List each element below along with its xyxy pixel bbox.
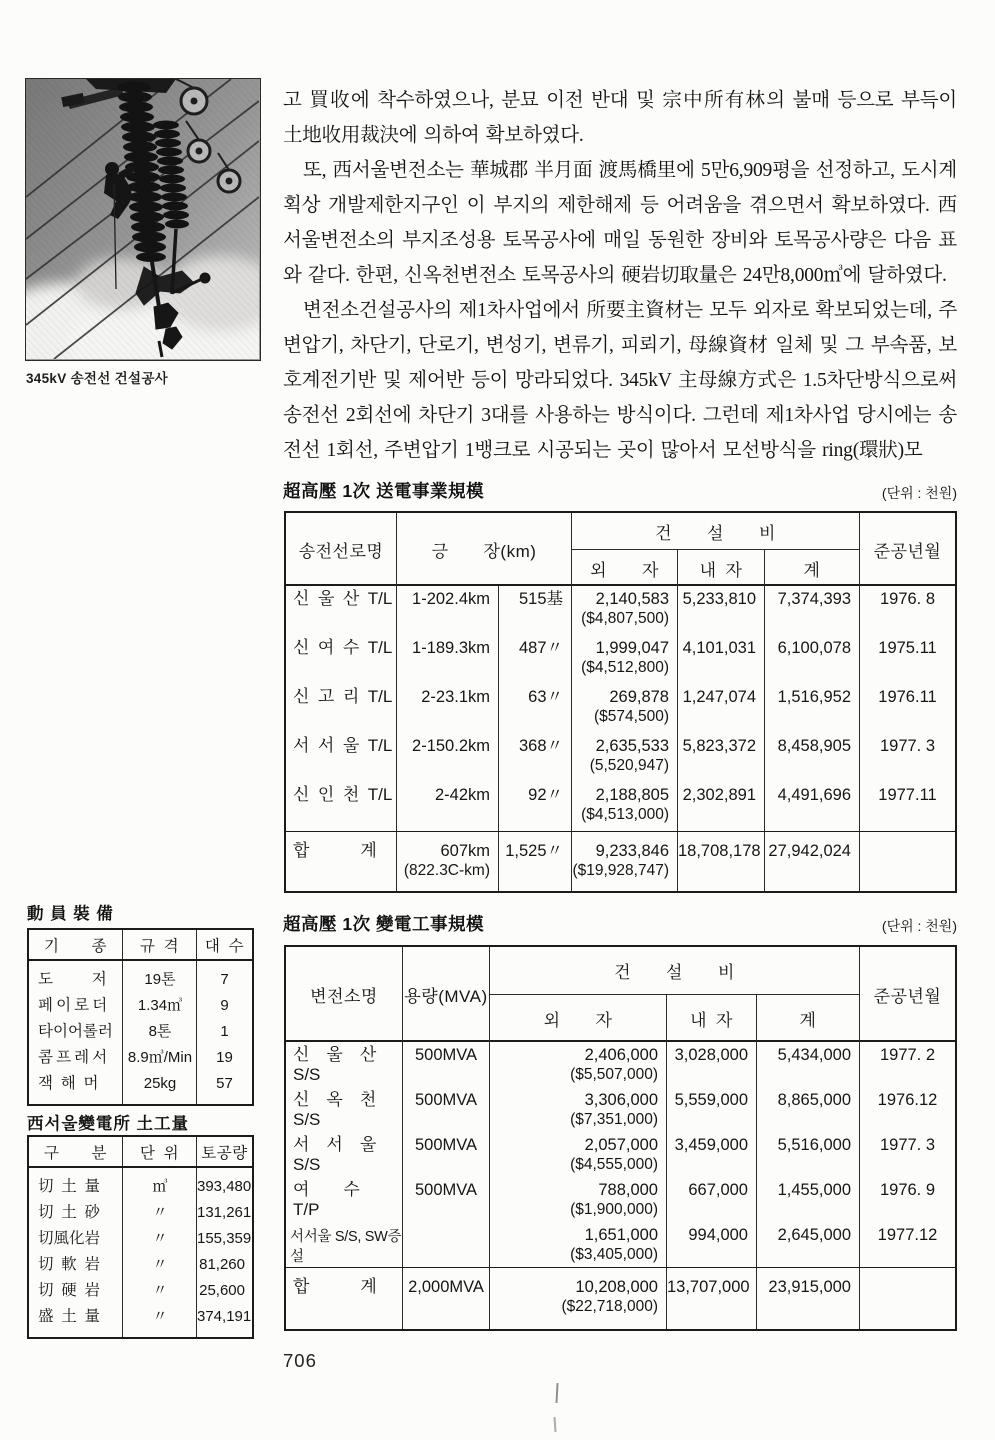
total-date-cell bbox=[860, 832, 955, 891]
count-cell: 57 bbox=[216, 1075, 233, 1092]
photo-caption: 345kV 송전선 건설공사 bbox=[26, 371, 169, 386]
tower-count-cell: 487〃 bbox=[499, 635, 572, 684]
photo-345kv-construction bbox=[25, 78, 261, 361]
completion-date-cell: 1975.11 bbox=[878, 639, 937, 657]
substation-project-table bbox=[284, 945, 957, 1331]
category-cell: 切 軟 岩 bbox=[38, 1256, 101, 1273]
table-total-row bbox=[286, 1267, 955, 1329]
tower-count-cell: 368〃 bbox=[499, 733, 572, 782]
header-line-name: 송전선로명 bbox=[286, 513, 397, 586]
table-row bbox=[29, 993, 252, 1019]
column-divider bbox=[196, 961, 197, 1104]
length-cell: 1-202.4km bbox=[397, 586, 499, 635]
header-equipment-type: 기 종 bbox=[29, 930, 123, 959]
completion-date-cell: 1976. 8 bbox=[879, 590, 936, 608]
header-foreign-capital: 외 자 bbox=[490, 995, 667, 1042]
length-cell: 2-42km bbox=[397, 782, 499, 831]
header-capacity: 용량(MVA) bbox=[403, 947, 490, 1042]
quantity-cell: 81,260 bbox=[199, 1256, 245, 1273]
table-row bbox=[29, 967, 252, 993]
capacity-cell: 500MVA bbox=[403, 1132, 490, 1177]
category-cell: 盛 土 量 bbox=[38, 1308, 101, 1325]
unit-cell: 〃 bbox=[152, 1204, 168, 1221]
tower-count-cell: 63〃 bbox=[499, 684, 572, 733]
length-cell: 1-189.3km bbox=[397, 635, 499, 684]
unit-cell: 〃 bbox=[152, 1256, 168, 1273]
completion-date-cell: 1976.11 bbox=[878, 688, 937, 706]
table-row bbox=[29, 1071, 252, 1097]
page-number: 706 bbox=[283, 1350, 317, 1371]
foreign-capital-cell: 3,306,000 ($7,351,000) bbox=[490, 1087, 667, 1132]
completion-date-cell: 1977.12 bbox=[877, 1226, 938, 1244]
header-quantity: 토공량 bbox=[201, 1144, 248, 1162]
completion-date-cell: 1977.11 bbox=[878, 786, 937, 804]
scan-artifact bbox=[553, 1417, 556, 1432]
header-sum: 계 bbox=[757, 995, 860, 1042]
count-cell: 9 bbox=[220, 997, 229, 1014]
station-name-cell: 서서울 S/S, SW증설 bbox=[286, 1222, 403, 1267]
table-row bbox=[29, 1304, 252, 1330]
transmission-table-heading bbox=[283, 478, 957, 503]
total-domestic-cell: 18,708,178 bbox=[678, 832, 765, 891]
foreign-capital-cell: 1,651,000 ($3,405,000) bbox=[490, 1222, 667, 1267]
equipment-type-cell: 도 저 bbox=[38, 971, 107, 988]
spec-cell: 8톤 bbox=[148, 1023, 172, 1040]
scan-artifact bbox=[555, 1383, 558, 1403]
foreign-capital-cell: 788,000 ($1,900,000) bbox=[490, 1177, 667, 1222]
station-name-cell: 신 울 산 S/S bbox=[286, 1042, 403, 1087]
transmission-table-title: 超高壓 1次 送電事業規模 bbox=[283, 481, 484, 501]
completion-date-cell: 1976. 9 bbox=[879, 1181, 936, 1199]
line-name-cell: 신 울 산 T/L bbox=[286, 586, 397, 635]
equipment-type-cell: 콤 프 레 서 bbox=[38, 1049, 108, 1066]
foreign-capital-cell: 2,188,805 ($4,513,000) bbox=[572, 782, 678, 831]
total-foreign-cell: 9,233,846 ($19,928,747) bbox=[572, 832, 678, 891]
domestic-capital-cell: 1,247,074 bbox=[678, 684, 765, 733]
header-count: 대 수 bbox=[204, 937, 245, 955]
total-sum-cell: 23,915,000 bbox=[757, 1268, 860, 1329]
column-divider bbox=[122, 1168, 123, 1337]
substation-table-unit-note: (단위 : 천원) bbox=[881, 918, 957, 934]
domestic-capital-cell: 5,233,810 bbox=[678, 586, 765, 635]
table-row bbox=[29, 1226, 252, 1252]
line-name-cell: 신 인 천 T/L bbox=[286, 782, 397, 831]
header-span-km: 긍 장(km) bbox=[397, 513, 572, 586]
table-row bbox=[29, 1174, 252, 1200]
completion-date-cell: 1977. 3 bbox=[879, 1136, 936, 1154]
category-cell: 切風化岩 bbox=[38, 1230, 101, 1247]
foreign-capital-cell: 2,057,000 ($4,555,000) bbox=[490, 1132, 667, 1177]
table-row bbox=[286, 733, 955, 782]
column-divider bbox=[196, 1168, 197, 1337]
column-divider bbox=[122, 961, 123, 1104]
quantity-cell: 131,261 bbox=[197, 1204, 252, 1221]
category-cell: 切 硬 岩 bbox=[38, 1282, 101, 1299]
total-label-cell: 합 계 bbox=[286, 832, 397, 891]
category-cell: 切 土 量 bbox=[38, 1178, 101, 1195]
equipment-table-heading: 動 員 裝 備 bbox=[27, 905, 114, 923]
foreign-capital-cell: 269,878 ($574,500) bbox=[572, 684, 678, 733]
transmission-line-photo bbox=[26, 79, 259, 359]
table-header bbox=[29, 930, 252, 961]
count-cell: 1 bbox=[220, 1023, 229, 1040]
foreign-capital-cell: 1,999,047 ($4,512,800) bbox=[572, 635, 678, 684]
header-completion-date: 준공년월 bbox=[873, 542, 942, 561]
capacity-cell: 500MVA bbox=[403, 1042, 490, 1087]
table-total-row bbox=[286, 831, 955, 891]
header-completion-date: 준공년월 bbox=[873, 987, 942, 1006]
table-row bbox=[29, 1278, 252, 1304]
domestic-capital-cell: 667,000 bbox=[667, 1177, 757, 1222]
foreign-capital-cell: 2,635,533 (5,520,947) bbox=[572, 733, 678, 782]
header-domestic-capital: 내 자 bbox=[678, 550, 765, 586]
mobilized-equipment-table bbox=[27, 928, 254, 1106]
table-row bbox=[286, 1132, 955, 1177]
header-unit: 단 위 bbox=[123, 1137, 197, 1166]
spec-cell: 25kg bbox=[143, 1075, 177, 1092]
line-name-cell: 서 서 울 T/L bbox=[286, 733, 397, 782]
station-name-cell: 서 서 울 S/S bbox=[286, 1132, 403, 1177]
table-row bbox=[286, 1042, 955, 1087]
table-row bbox=[286, 586, 955, 635]
length-cell: 2-150.2km bbox=[397, 733, 499, 782]
capacity-cell: 500MVA bbox=[403, 1087, 490, 1132]
capacity-cell: 500MVA bbox=[403, 1177, 490, 1222]
table-row bbox=[286, 1177, 955, 1222]
sum-cell: 7,374,393 bbox=[765, 586, 860, 635]
transmission-project-table bbox=[284, 511, 957, 893]
table-body bbox=[29, 1168, 252, 1337]
equipment-type-cell: 페 이 로 더 bbox=[38, 997, 108, 1014]
unit-cell: 〃 bbox=[152, 1282, 168, 1299]
table-row bbox=[29, 1252, 252, 1278]
line-name-cell: 신 고 리 T/L bbox=[286, 684, 397, 733]
transmission-table-unit-note: (단위 : 천원) bbox=[881, 485, 957, 501]
table-header bbox=[286, 947, 955, 1042]
count-cell: 19 bbox=[216, 1049, 233, 1066]
header-construction-cost: 건 설 비 bbox=[572, 513, 860, 550]
table-row bbox=[29, 1019, 252, 1045]
completion-date-cell: 1976.12 bbox=[877, 1091, 938, 1109]
earthwork-volume-table bbox=[27, 1135, 254, 1339]
tower-count-cell: 515基 bbox=[499, 586, 572, 635]
length-cell: 2-23.1km bbox=[397, 684, 499, 733]
total-count-cell: 1,525〃 bbox=[499, 832, 572, 891]
header-sum: 계 bbox=[765, 550, 860, 586]
total-date-cell bbox=[860, 1268, 955, 1329]
spec-cell: 8.9㎥/Min bbox=[127, 1049, 193, 1066]
line-name-cell: 신 여 수 T/L bbox=[286, 635, 397, 684]
total-label-cell: 합 계 bbox=[286, 1268, 403, 1329]
header-construction-cost: 건 설 비 bbox=[490, 947, 860, 995]
sum-cell: 5,516,000 bbox=[757, 1132, 860, 1177]
quantity-cell: 393,480 bbox=[197, 1178, 252, 1195]
table-row bbox=[286, 782, 955, 831]
foreign-capital-cell: 2,140,583 ($4,807,500) bbox=[572, 586, 678, 635]
table-header bbox=[29, 1137, 252, 1168]
capacity-cell bbox=[403, 1222, 490, 1267]
table-row bbox=[286, 635, 955, 684]
count-cell: 7 bbox=[220, 971, 229, 988]
sum-cell: 1,516,952 bbox=[765, 684, 860, 733]
substation-table-heading bbox=[283, 911, 957, 936]
quantity-cell: 155,359 bbox=[197, 1230, 252, 1247]
domestic-capital-cell: 5,823,372 bbox=[678, 733, 765, 782]
quantity-cell: 374,191 bbox=[197, 1308, 252, 1325]
completion-date-cell: 1977. 3 bbox=[879, 737, 936, 755]
earthwork-table-heading: 西서울變電所 土工量 bbox=[27, 1115, 189, 1133]
sum-cell: 8,865,000 bbox=[757, 1087, 860, 1132]
substation-table-title: 超高壓 1次 變電工事規模 bbox=[283, 914, 484, 934]
total-domestic-cell: 13,707,000 bbox=[667, 1268, 757, 1329]
quantity-cell: 25,600 bbox=[199, 1282, 245, 1299]
domestic-capital-cell: 3,028,000 bbox=[667, 1042, 757, 1087]
header-spec: 규 격 bbox=[123, 930, 197, 959]
domestic-capital-cell: 5,559,000 bbox=[667, 1087, 757, 1132]
paragraph-3: 변전소건설공사의 제1차사업에서 所要主資材는 모두 외자로 확보되었는데, 주변압기, 차단기, 단로기, 변성기, 변류기, 피뢰기, 母線資材 일체 및 그 부속품, 보호계전기반 및 제어반 등이 망라되었다. 345kV 主母線方式은 1.5차단방식으로써 송전선 2회선에 차단기 3대를 사용하는 방식이다. 그런데 제1차사업 당시에는 송전선 1회선, 주변압기 1뱅크로 시공되는 곳이 많아서 모선방식을 ring(環狀)모 bbox=[283, 300, 957, 461]
sum-cell: 5,434,000 bbox=[757, 1042, 860, 1087]
table-row bbox=[29, 1045, 252, 1071]
domestic-capital-cell: 4,101,031 bbox=[678, 635, 765, 684]
station-name-cell: 여 수 T/P bbox=[286, 1177, 403, 1222]
station-name-cell: 신 옥 천 S/S bbox=[286, 1087, 403, 1132]
header-foreign-capital: 외 자 bbox=[572, 550, 678, 586]
total-length-cell: 607km (822.3C-km) bbox=[397, 832, 499, 891]
table-row bbox=[29, 1200, 252, 1226]
table-row bbox=[286, 1087, 955, 1132]
category-cell: 切 土 砂 bbox=[38, 1204, 101, 1221]
domestic-capital-cell: 3,459,000 bbox=[667, 1132, 757, 1177]
equipment-type-cell: 잭 해 머 bbox=[38, 1075, 99, 1092]
header-domestic-capital: 내 자 bbox=[667, 995, 757, 1042]
domestic-capital-cell: 994,000 bbox=[667, 1222, 757, 1267]
total-sum-cell: 27,942,024 bbox=[765, 832, 860, 891]
spec-cell: 1.34㎥ bbox=[137, 997, 183, 1014]
unit-cell: 〃 bbox=[152, 1230, 168, 1247]
table-row bbox=[286, 684, 955, 733]
table-header bbox=[286, 513, 955, 586]
domestic-capital-cell: 2,302,891 bbox=[678, 782, 765, 831]
table-body bbox=[29, 961, 252, 1104]
total-foreign-cell: 10,208,000 ($22,718,000) bbox=[490, 1268, 667, 1329]
header-station-name: 변전소명 bbox=[286, 947, 403, 1042]
completion-date-cell: 1977. 2 bbox=[879, 1046, 936, 1064]
sum-cell: 1,455,000 bbox=[757, 1177, 860, 1222]
sum-cell: 2,645,000 bbox=[757, 1222, 860, 1267]
table-row bbox=[286, 1222, 955, 1267]
body-text bbox=[283, 83, 957, 468]
sum-cell: 8,458,905 bbox=[765, 733, 860, 782]
sum-cell: 6,100,078 bbox=[765, 635, 860, 684]
paragraph-1: 고 買收에 착수하였으나, 분묘 이전 반대 및 宗中所有林의 불매 등으로 부득이 土地收用裁決에 의하여 확보하였다. bbox=[283, 90, 957, 146]
spec-cell: 19톤 bbox=[144, 971, 176, 988]
header-category: 구 분 bbox=[29, 1137, 123, 1166]
sum-cell: 4,491,696 bbox=[765, 782, 860, 831]
total-capacity-cell: 2,000MVA bbox=[403, 1268, 490, 1329]
equipment-type-cell: 타이어롤러 bbox=[38, 1023, 113, 1040]
unit-cell: ㎥ bbox=[152, 1178, 168, 1195]
paragraph-2: 또, 西서울변전소는 華城郡 半月面 渡馬橋里에 5만6,909평을 선정하고, 도시계획상 개발제한지구인 이 부지의 제한해제 등 어려움을 겪으면서 확보하였다. 西서울변전소의 부지조성용 토목공사에 매일 동원한 장비와 토목공사량은 다음 표와 같다. 한편, 신옥천변전소 토목공사의 硬岩切取量은 24만8,000㎥에 달하였다. bbox=[283, 160, 957, 286]
tower-count-cell: 92〃 bbox=[499, 782, 572, 831]
foreign-capital-cell: 2,406,000 ($5,507,000) bbox=[490, 1042, 667, 1087]
unit-cell: 〃 bbox=[152, 1308, 168, 1325]
